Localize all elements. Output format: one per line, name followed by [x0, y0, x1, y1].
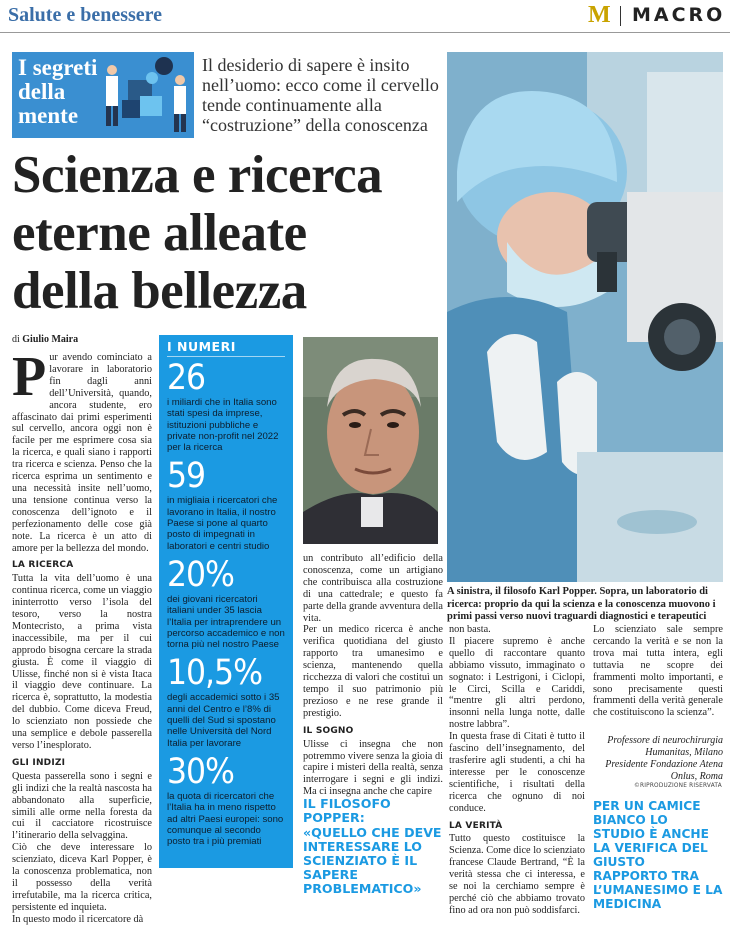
copyright-notice: ©RIPRODUZIONE RISERVATA: [634, 783, 722, 789]
author-signature: [593, 735, 723, 783]
signature-line-1: Professore di neurochirurgia: [607, 735, 723, 746]
article-column-3: [303, 553, 443, 798]
photo-caption: [447, 586, 723, 624]
verita-paragraph: Tutto questo costituisce la Scienza. Come dice lo scienziato francese Claude Bertrand, “È la verità stessa che ci interessa, e se noi la cerchiamo sempre è perché ciò che abbiamo trovato fino ad ora non può soddisfarci.: [449, 833, 585, 916]
col3-paragraph: un contributo all’edificio della conoscenza, come un artigiano che contribuisca alla costruzione di una cattedrale; e questo fa parte della grande avventura della vita.: [303, 553, 443, 624]
quote-text: «QUELLO CHE DEVE INTERESSARE LO SCIENZIATO È IL SAPERE PROBLEMATICO»: [303, 825, 442, 896]
tag-line-3: mente: [18, 103, 79, 128]
indizi-paragraph-3: In questo modo il ricercatore dà: [12, 913, 144, 925]
signature-line-3: Presidente Fondazione Atena: [605, 759, 723, 770]
numbers-title: I NUMERI: [167, 339, 285, 357]
stat-number: 26: [167, 358, 206, 398]
stat-number: 59: [167, 456, 206, 497]
stat-item: [167, 457, 285, 551]
portrait-image: [303, 337, 438, 544]
stat-item: [167, 753, 285, 847]
header-rule: [0, 32, 730, 33]
drop-cap: P: [12, 346, 47, 408]
subhead-indizi: GLI INDIZI: [12, 757, 66, 768]
stat-item: [167, 654, 285, 748]
col4-paragraph: non basta.: [449, 624, 491, 635]
stat-text: dei giovani ricercatori italiani under 35 lascia l’Italia per intraprendere un percorso accademico e non torna più nel nostro Paese: [167, 593, 285, 651]
tag-line-1: I segreti: [18, 55, 98, 80]
series-tag: [12, 52, 194, 138]
article-column-5: [593, 624, 723, 719]
subhead-verita: LA VERITÀ: [449, 820, 503, 831]
ricerca-paragraph: Tutta la vita dell’uomo è una continua ricerca, come un viaggio ininterrotto verso l’isola del tesoro, verso la nostra Montecristo, a prima vista inaccessibile, ma per il cui approdo bisogna cercare la strada giusta. È come il viaggio di Ulisse, finché non si è vista Itaca il viaggio deve continuare. La ricerca è, soprattutto, la modestia del dubbio. Come diceva Freud, lo scienziato non possiede che una semplice e debole passerella verso l’inesplorato.: [12, 573, 152, 751]
indizi-paragraph-2: Ciò che deve interessare lo scienziato, diceva Karl Popper, è la conoscenza problematica, non il possesso della verità irrefutabile, ma la ricerca critica, persistente ed inquieta.: [12, 842, 152, 913]
byline: [12, 334, 78, 345]
col4-paragraph-3: In questa frase di Citati è tutto il fascino dell’insegnamento, del trasferire agli studenti, a chi ha interesse per le conoscenze scientifiche, i risultati della ricerca che ognuno di noi conduce.: [449, 731, 585, 814]
subhead-sogno: IL SOGNO: [303, 725, 354, 736]
byline-author: Giulio Maira: [22, 334, 79, 345]
byline-prefix: di: [12, 334, 20, 345]
caption-text: A sinistra, il filosofo Karl Popper. Sopra, un laboratorio di ricerca: proprio da qui la scienza e la conoscenza muovono i primi passi verso nuovi traguardi diagnostici e terapeutici: [447, 586, 716, 622]
pull-quote: [303, 797, 443, 896]
headline-line-2: eterne alleate: [12, 204, 307, 262]
sogno-paragraph: Ulisse ci insegna che non potremmo vivere senza la gioia di capire i misteri della realtà, senza interrogare i segni e gli indizi. Ma ci insegna anche che capire: [303, 738, 443, 798]
tag-line-2: della: [18, 79, 66, 104]
article-column-1: [12, 346, 152, 926]
col5-paragraph: Lo scienziato sale sempre cercando la verità e se non la trova mai tutta intera, egli tuttavia ne scopre dei frammenti molto importanti, e sono precisamente questi frammenti della verità generale che costituiscono la scienza”.: [593, 624, 723, 719]
supplement-logo: MACRO: [632, 4, 726, 26]
stat-text: la quota di ricercatori che l’Italia ha in meno rispetto ad altri Paesi europei: sono comunque al secondo posto tra i più premiati: [167, 790, 284, 848]
article-deck: Il desiderio di sapere è insito nell’uomo: ecco come il cervello tende continuamente alla “costruzione” della conoscenza: [202, 55, 439, 135]
col3-paragraph-2: Per un medico ricerca è anche verifica quotidiana del giusto rapporto tra umanesimo e scienza, mantenendo quella ricchezza di valori che costituì un tempo il suo patrimonio più prezioso e ne rese grande il prestigio.: [303, 624, 443, 719]
logo-divider: [620, 6, 621, 26]
intro-paragraph: ur avendo cominciato a lavorare in laboratorio fin dagli anni dell’Università, quando, ancora studente, ero affascinato dai primi esperimenti sul cervello, ancora oggi non è facile per me esprimere cosa sia la ricerca, e quali siano i rapporti tra ricerca e scienza. Penso che la ricerca esprima un sentimento e una necessità insite nell’uomo, una tensione continua verso la conoscenza dell’ignoto e il perfezionamento delle cose già note. La ricerca è un atto di amore per la bellezza del mondo.: [12, 352, 152, 554]
indizi-paragraph: Questa passerella sono i segni e gli indizi che la realtà nascosta ha abbandonato alla superficie, simili alle orme nella foresta da cui il cacciatore ricostruisce l’itinerario della selvaggina.: [12, 770, 152, 842]
lab-researcher-photo: [447, 52, 723, 582]
headline: [12, 146, 442, 320]
signature-line-4: Onlus, Roma: [670, 771, 723, 782]
stat-text: i miliardi che in Italia sono stati spesi da imprese, istituzioni pubbliche e private non-profit nel 2022 per la ricerca: [167, 397, 279, 454]
headline-line-1: Scienza e ricerca: [12, 146, 383, 204]
newspaper-logo-mark: M: [588, 2, 611, 28]
article-column-4: [449, 624, 585, 917]
puzzle-scientists-icon: [92, 56, 192, 136]
microscope-scene-image: [447, 52, 723, 582]
karl-popper-photo: [303, 337, 438, 544]
headline-line-3: della bellezza: [12, 262, 307, 320]
stat-number: 20%: [167, 554, 234, 595]
subhead-ricerca: LA RICERCA: [12, 560, 74, 571]
stat-text: in migliaia i ricercatori che lavorano in Italia, il nostro Paese si pone al quarto posto di impegnati in laboratori e centri studio: [167, 495, 278, 552]
signature-line-2: Humanitas, Milano: [645, 747, 723, 758]
promo-quote: PER UN CAMICE BIANCO LO STUDIO È ANCHE LA VERIFICA DEL GIUSTO RAPPORTO TRA L’UMANESIMO E LA MEDICINA: [593, 799, 723, 911]
numbers-box: [159, 335, 293, 868]
stat-text: degli accademici sotto i 35 anni del Centro e l’8% di quelli del Sud si spostano nelle Università del Nord Italia per lavorare: [167, 692, 280, 749]
col4-paragraph-2: Il piacere supremo è anche quello di raccontare quanto abbiamo vissuto, immaginato o sognato: i Lestrigoni, i Ciclopi, le Circi, Scilla e Cariddi, “mentre gli altri perdono, insonni nella lunga notte, dalle nostre labbra”.: [449, 635, 585, 731]
quote-label: IL FILOSOFO POPPER:: [303, 796, 391, 825]
stat-number: 30%: [167, 751, 234, 792]
stat-item: [167, 359, 285, 453]
stat-item: [167, 556, 285, 650]
section-title: Salute e benessere: [8, 4, 163, 26]
stat-number: 10,5%: [167, 653, 263, 694]
